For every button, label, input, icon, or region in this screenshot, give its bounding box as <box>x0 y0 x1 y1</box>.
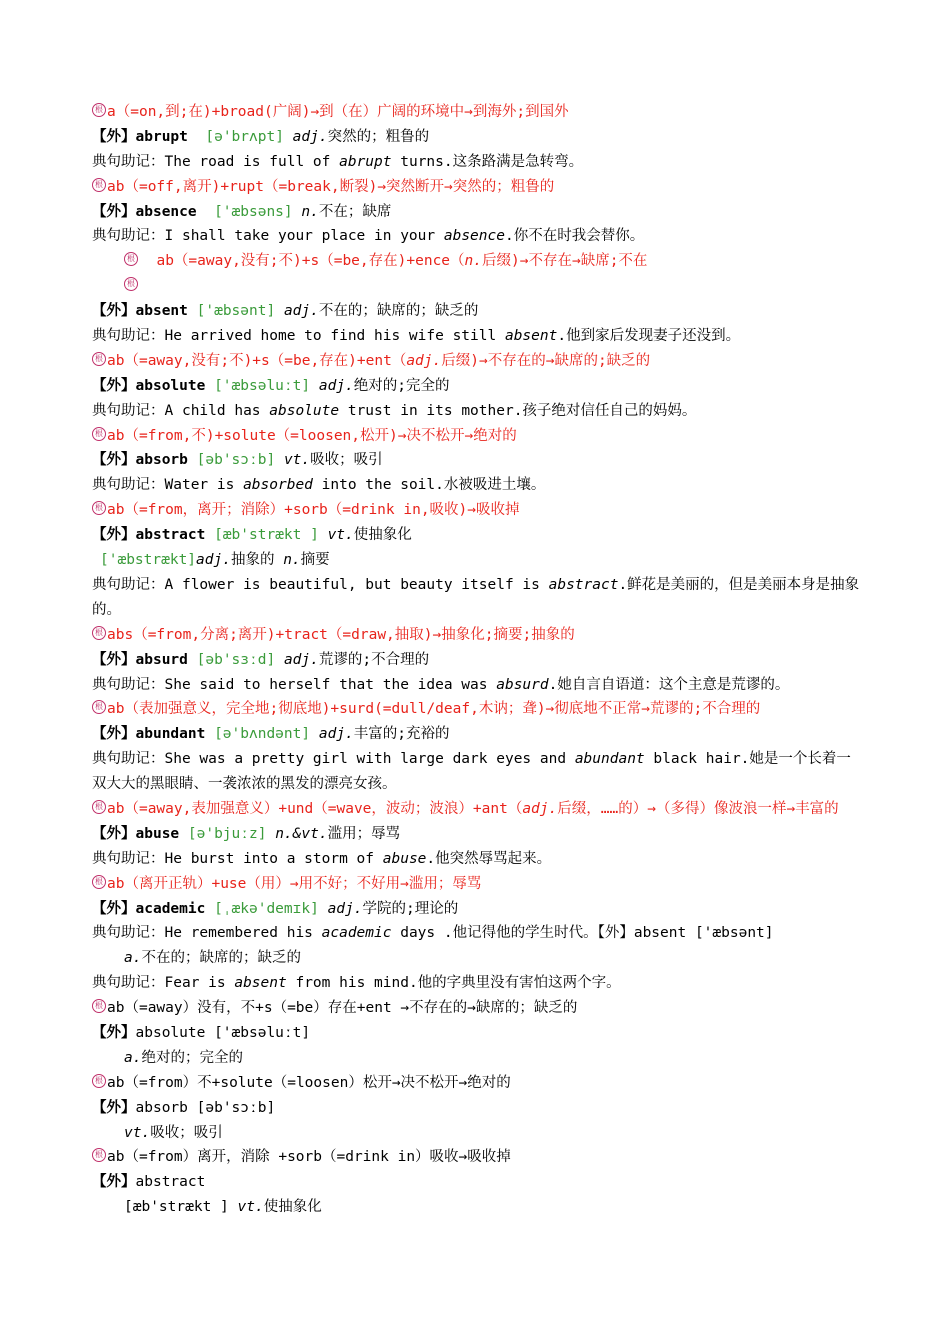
phonetic: ['æbsəluːt] <box>214 377 311 394</box>
definition: 滥用；辱骂 <box>327 825 401 842</box>
root-line: 根 ab（=off,离开)+rupt（=break,断裂)→突然断开→突然的；粗鲁的 <box>92 175 862 200</box>
entry-header: 【外】abundant [ə'bʌndənt] adj.丰富的;充裕的 <box>92 726 450 743</box>
headword: abrupt <box>135 128 188 145</box>
example-sentence: 典句助记：I shall take your place in your absence.你不在时我会替你。 <box>92 228 645 245</box>
phonetic: [æb'strækt ] <box>124 1199 229 1216</box>
example-sentence: 典句助记：She was a pretty girl with large dark eyes and abundant black hair.她是一个长着一双大大的黑眼睛、一袭浓浓的黑发的漂亮女孩。 <box>92 751 851 793</box>
example-sentence: 典句助记：He arrived home to find his wife still absent.他到家后发现妻子还没到。 <box>92 328 741 345</box>
headword: abstract <box>135 527 206 544</box>
example-sentence: 典句助记：She said to herself that the idea was absurd.她自言自语道：这个主意是荒谬的。 <box>92 676 790 693</box>
entry-header-plain: 【外】absorb [əb'sɔːb] <box>92 1099 276 1116</box>
example-sentence: 典句助记：He burst into a storm of abuse.他突然辱骂起来。 <box>92 850 552 867</box>
entry-header: 【外】abuse [ə'bjuːz] n.&vt.滥用；辱骂 <box>92 825 401 842</box>
definition: 抽象的 <box>230 552 284 569</box>
root-icon: 根 <box>92 352 106 366</box>
part-of-speech: n. <box>301 203 319 220</box>
entry-header-plain: 【外】abstract <box>92 1174 206 1191</box>
root-line: 根 ab（=away,表加强意义）+und（=wave，波动；波浪）+ant（adj.后缀，……的）→（多得）像波浪一样→丰富的 <box>92 797 862 822</box>
part-of-speech: a. <box>124 1049 142 1066</box>
phonetic: [æb'strækt ] <box>214 527 319 544</box>
root-line: 根 ab（离开正轨）+use（用）→用不好；不好用→滥用；辱骂 <box>92 872 862 897</box>
phonetic: [əb'sɔːb] <box>196 452 276 469</box>
part-of-speech: adj. <box>283 651 319 668</box>
headword: abundant <box>135 726 206 743</box>
definition: 不在；缺席 <box>318 203 392 220</box>
example-sentence: 典句助记：A child has absolute trust in its mother.孩子绝对信任自己的妈妈。 <box>92 402 697 419</box>
definition-line <box>92 1046 862 1071</box>
entry-header: 【外】abstract [æb'strækt ] vt.使抽象化 <box>92 527 412 544</box>
definition: 使抽象化 <box>353 527 412 544</box>
entry-header: 【外】absent ['æbsənt] adj.不在的；缺席的；缺乏的 <box>92 303 479 320</box>
part-of-speech: adj. <box>196 552 231 569</box>
definition: 不在的；缺席的；缺乏的 <box>318 303 479 320</box>
headword: absent <box>135 303 188 320</box>
root-icon: 根 <box>92 626 106 640</box>
root-line: 根 a（=on,到;在)+broad(广阔)→到（在）广阔的环境中→到海外;到国外 <box>92 100 862 125</box>
headword: absence <box>135 203 197 220</box>
root-line: 根 ab（=from，离开；消除）+sorb（=drink in,吸收)→吸收掉 <box>92 498 862 523</box>
definition: 吸收；吸引 <box>150 1124 223 1141</box>
part-of-speech: n.&vt. <box>275 825 328 842</box>
example-sentence: 典句助记：Fear is absent from his mind.他的字典里没有害怕这两个字。 <box>92 975 621 992</box>
phonetic: [əb'sɜːd] <box>196 651 276 668</box>
phonetic: [ˌækə'demɪk] <box>214 900 319 917</box>
vocabulary-document <box>92 100 862 1220</box>
root-icon: 根 <box>92 700 106 714</box>
definition: 突然的；粗鲁的 <box>327 128 430 145</box>
part-of-speech: vt. <box>237 1199 264 1216</box>
definition-line <box>92 1121 862 1146</box>
definition: 不在的；缺席的；缺乏的 <box>141 950 301 967</box>
part-of-speech: vt. <box>327 527 354 544</box>
headword: abuse <box>135 825 180 842</box>
headword: absorb <box>135 452 188 469</box>
root-line: 根 ab（表加强意义，完全地;彻底地)+surd(=dull/deaf,木讷；聋)→彻底地不正常→荒谬的;不合理的 <box>92 697 862 722</box>
phonetic: ['æbsənt] <box>196 303 276 320</box>
root-icon: 根 <box>92 1074 106 1088</box>
definition: 使抽象化 <box>263 1199 322 1216</box>
root-icon: 根 <box>92 427 106 441</box>
root-line: 根 ab（=from,不)+solute（=loosen,松开)→决不松开→绝对的 <box>92 424 862 449</box>
part-of-speech: vt. <box>283 452 311 469</box>
part-of-speech: vt. <box>124 1124 151 1141</box>
root-icon: 根 <box>92 1148 106 1162</box>
entry-header: 【外】absurd [əb'sɜːd] adj.荒谬的;不合理的 <box>92 651 430 668</box>
headword: academic <box>135 900 206 917</box>
headword: absurd <box>135 651 188 668</box>
entry-header: 【外】absolute ['æbsəluːt] adj.绝对的;完全的 <box>92 377 450 394</box>
headword: abstract <box>135 1174 206 1191</box>
definition-line <box>92 946 862 971</box>
entry-header: 【外】academic [ˌækə'demɪk] adj.学院的;理论的 <box>92 900 459 917</box>
definition: 摘要 <box>300 552 330 569</box>
root-line: 根 ab（=away,没有;不)+s（=be,存在)+ence（n.后缀)→不存在→缺席;不在 <box>92 249 862 274</box>
phonetic: [ə'brʌpt] <box>205 128 284 145</box>
phonetic: ['æbstrækt] <box>100 552 197 569</box>
root-icon: 根 <box>124 252 138 266</box>
phonetic: ['æbsəns] <box>214 203 293 220</box>
part-of-speech: adj. <box>327 900 363 917</box>
definition: 绝对的；完全的 <box>141 1049 243 1066</box>
example-sentence: 典句助记：He remembered his academic days .他记得他的学生时代。【外】absent ['æbsənt] <box>92 925 774 942</box>
root-icon: 根 <box>92 103 106 117</box>
entry-header: 【外】absence ['æbsəns] n.不在；缺席 <box>92 203 392 220</box>
root-icon: 根 <box>92 875 106 889</box>
example-sentence: 典句助记：A flower is beautiful, but beauty itself is abstract.鲜花是美丽的，但是美丽本身是抽象的。 <box>92 576 860 618</box>
root-line-plain: 根 ab（=from）不+solute（=loosen）松开→决不松开→绝对的 <box>92 1071 862 1096</box>
phonetic: [ə'bjuːz] <box>187 825 267 842</box>
definition-line <box>92 1195 862 1220</box>
phonetic: [əb'sɔːb] <box>196 1099 276 1116</box>
phonetic: [ə'bʌndənt] <box>214 726 311 743</box>
root-line-empty <box>92 274 862 299</box>
root-icon: 根 <box>92 501 106 515</box>
root-line: 根 ab（=away,没有;不)+s（=be,存在)+ent（adj.后缀)→不存在的→缺席的;缺乏的 <box>92 349 862 374</box>
definition: 荒谬的;不合理的 <box>318 651 430 668</box>
headword: absolute <box>135 1025 206 1042</box>
part-of-speech: adj. <box>283 303 319 320</box>
example-sentence: 典句助记：The road is full of abrupt turns.这条路满是急转弯。 <box>92 153 584 170</box>
root-icon: 根 <box>92 178 106 192</box>
definition: 吸收；吸引 <box>310 452 383 469</box>
headword: absolute <box>135 377 206 394</box>
entry-header-plain: 【外】absolute ['æbsəluːt] <box>92 1025 311 1042</box>
part-of-speech: n. <box>283 552 301 569</box>
part-of-speech: adj. <box>318 726 354 743</box>
part-of-speech: a. <box>124 950 142 967</box>
root-icon: 根 <box>92 999 106 1013</box>
entry-header: 【外】absorb [əb'sɔːb] vt.吸收；吸引 <box>92 452 383 469</box>
root-icon: 根 <box>92 800 106 814</box>
root-line: 根 abs（=from,分离;离开)+tract（=draw,抽取)→抽象化;摘要;抽象的 <box>92 623 862 648</box>
part-of-speech: adj. <box>292 128 328 145</box>
example-sentence: 典句助记：Water is absorbed into the soil.水被吸进土壤。 <box>92 477 546 494</box>
root-line-plain: 根 ab（=from）离开，消除 +sorb（=drink in）吸收→吸收掉 <box>92 1145 862 1170</box>
entry-alt-sense <box>92 548 862 573</box>
root-icon: 根 <box>124 277 138 291</box>
phonetic: ['æbsəluːt] <box>214 1025 311 1042</box>
definition: 学院的;理论的 <box>362 900 459 917</box>
root-line-plain: 根 ab（=away）没有，不+s（=be）存在+ent →不存在的→缺席的；缺乏的 <box>92 996 862 1021</box>
headword: absorb <box>135 1099 188 1116</box>
definition: 绝对的;完全的 <box>353 377 450 394</box>
entry-header: 【外】abrupt [ə'brʌpt] adj.突然的；粗鲁的 <box>92 128 430 145</box>
definition: 丰富的;充裕的 <box>353 726 450 743</box>
part-of-speech: adj. <box>318 377 354 394</box>
